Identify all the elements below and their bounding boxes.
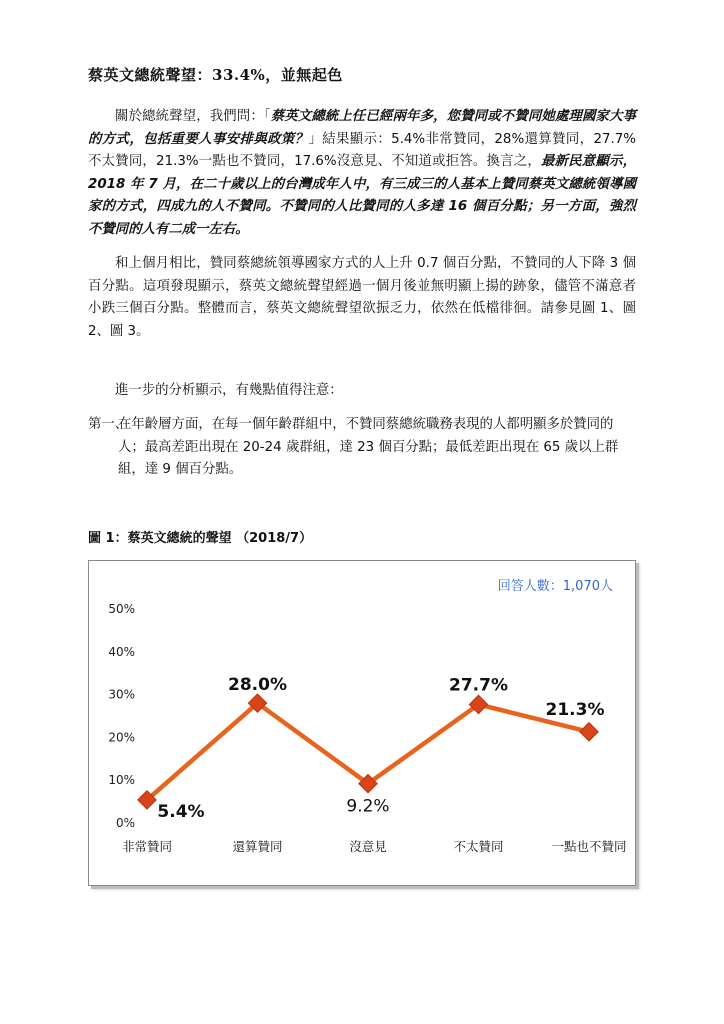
y-tick-label: 30% <box>108 687 135 702</box>
y-tick-label: 40% <box>108 644 135 659</box>
data-value-label: 21.3% <box>545 699 605 720</box>
y-tick-label: 20% <box>108 730 135 745</box>
x-category-label: 還算贊同 <box>232 839 283 854</box>
respondent-count: 回答人數：1,070人 <box>497 579 613 594</box>
data-point-marker <box>580 723 598 741</box>
paragraph-monthly-comparison: 和上個月相比，贊同蔡總統領導國家方式的人上升 0.7 個百分點，不贊同的人下降 3 個百分點。這項發現顯示，蔡英文總統聲望經過一個月後並無明顯上揚的跡象，儘管不滿意者小跌三個百分點。整體而言，蔡英文總統聲望欲振乏力，依然在低檔徘徊。請參見圖 1、圖 2、圖 3。 <box>88 256 636 339</box>
approval-chart <box>88 560 636 886</box>
y-tick-label: 10% <box>108 773 135 788</box>
paragraph1-intro: 關於總統聲望，我們問：「 <box>115 109 271 124</box>
chart-canvas <box>89 561 635 885</box>
paragraph1-emphasis: 最新民意顯示，2018 年 7 月，在二十歲以上的台灣成年人中，有三成三的人基本上贊同蔡英文總統領導國家的方式，四成九的人不贊同。不贊同的人比贊同的人多達 16 個百分點；另一方面，強烈不贊同的人有二成一左右。 <box>88 154 636 237</box>
point-label: 第一、 <box>88 417 129 432</box>
x-category-label: 沒意見 <box>349 839 387 854</box>
data-value-label: 5.4% <box>157 801 205 822</box>
x-category-label: 不太贊同 <box>453 839 504 854</box>
y-tick-label: 50% <box>108 602 135 616</box>
paragraph1-results: 」結果顯示：5.4%非常贊同，28%還算贊同，27.7%不太贊同，21.3%一點也不贊同，17.6%沒意見、不知道或拒答。換言之， <box>88 131 636 169</box>
x-category-label: 非常贊同 <box>121 839 173 854</box>
paragraph-presidential-approval <box>88 106 636 241</box>
figure-caption: 圖 1：蔡英文總統的聲望 （2018/7） <box>88 531 313 546</box>
data-value-label: 9.2% <box>346 796 390 817</box>
section-heading: 蔡英文總統聲望：33.4%，並無起色 <box>88 66 343 84</box>
x-category-label: 一點也不贊同 <box>551 839 627 854</box>
paragraph-further-analysis: 進一步的分析顯示，有幾點值得注意： <box>115 383 343 398</box>
y-tick-label: 0% <box>115 816 135 830</box>
analysis-point-1 <box>88 414 636 482</box>
point-text: 在年齡層方面，在每一個年齡群組中，不贊同蔡總統職務表現的人都明顯多於贊同的人；最高差距出現在 20-24 歲群組，達 23 個百分點；最低差距出現在 65 歲以上群組，達 9 個百分點。 <box>118 417 619 477</box>
data-value-label: 28.0% <box>228 675 287 696</box>
data-value-label: 27.7% <box>449 675 508 696</box>
survey-question: 蔡英文總統上任已經兩年多，您贊同或不贊同她處理國家大事的方式，包括重要人事安排與政策？ <box>88 109 636 147</box>
